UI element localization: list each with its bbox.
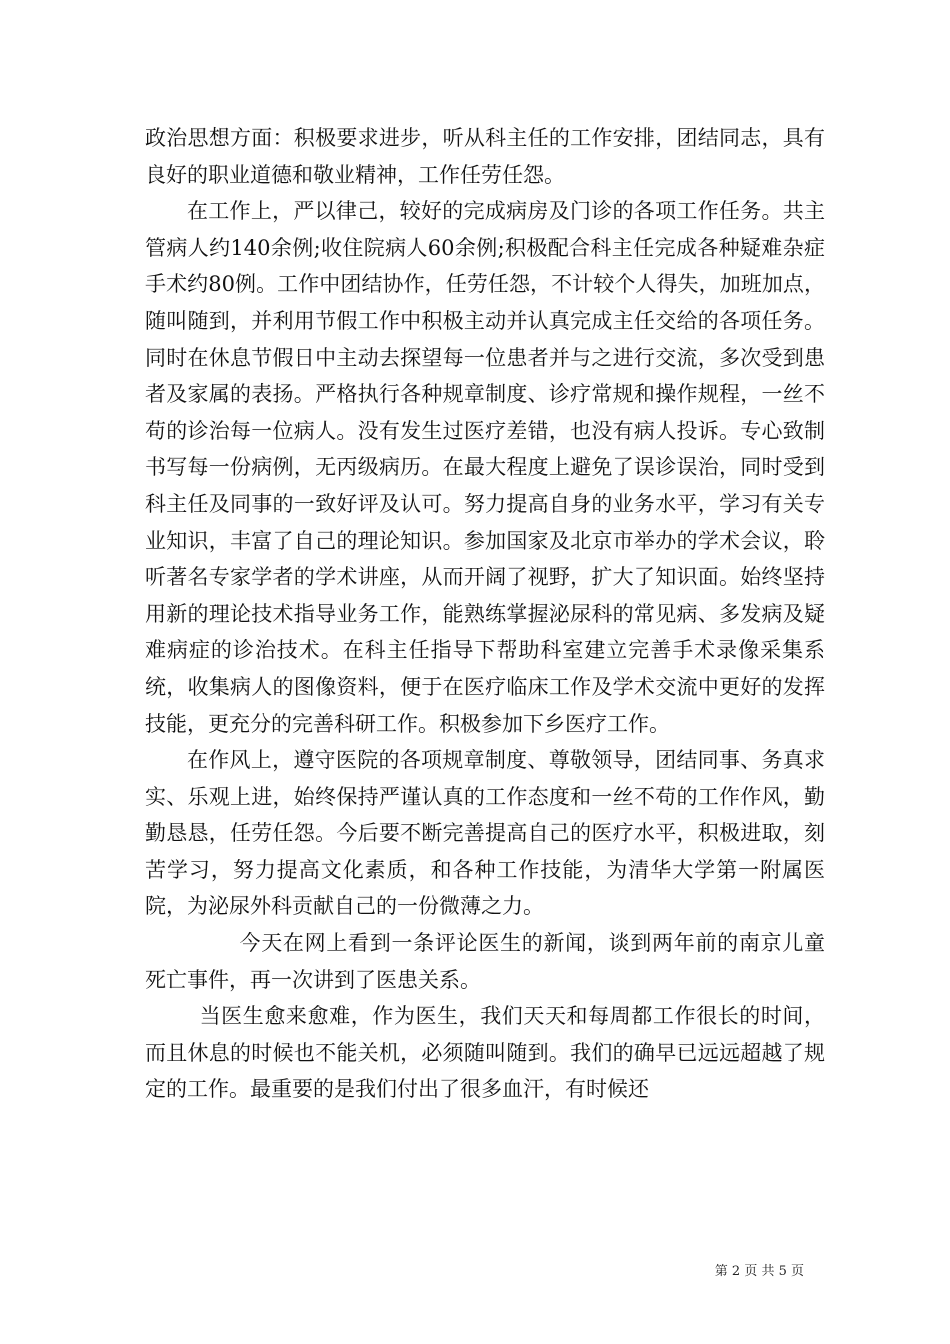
paragraph-style: 在作风上，遵守医院的各项规章制度、尊敬领导，团结同事、务真求实、乐观上进，始终保持严谨认真的工作态度和一丝不苟的工作作风，勤勤恳恳，任劳任怨。今后要不断完善提高自己的医疗水平，积极进取，刻苦学习，努力提高文化素质，和各种工作技能，为清华大学第一附属医院，为泌尿外科贡献自己的一份微薄之力。 (145, 748, 825, 919)
paragraph-work: 在工作上，严以律己，较好的完成病房及门诊的各项工作任务。共主管病人约140余例;收住院病人60余例;积极配合科主任完成各种疑难杂症手术约80例。工作中团结协作，任劳任怨，不计较个人得失，加班加点，随叫随到，并利用节假工作中积极主动并认真完成主任交给的各项任务。同时在休息节假日中主动去探望每一位患者并与之进行交流，多次受到患者及家属的表扬。严格执行各种规章制度、诊疗常规和操作规程，一丝不苟的诊治每一位病人。没有发生过医疗差错，也没有病人投诉。专心致制书写每一份病例，无丙级病历。在最大程度上避免了误诊误治，同时受到科主任及同事的一致好评及认可。努力提高自身的业务水平，学习有关专业知识，丰富了自己的理论知识。参加国家及北京市举办的学术会议，聆听著名专家学者的学术讲座，从而开阔了视野，扩大了知识面。始终坚持用新的理论技术指导业务工作，能熟练掌握泌尿科的常见病、多发病及疑难病症的诊治技术。在科主任指导下帮助科室建立完善手术录像采集系统，收集病人的图像资料，便于在医疗临床工作及学术交流中更好的发挥技能，更充分的完善科研工作。积极参加下乡医疗工作。 (145, 199, 825, 736)
paragraph-political: 政治思想方面：积极要求进步，听从科主任的工作安排，团结同志，具有良好的职业道德和敬业精神，工作任劳任怨。 (145, 126, 825, 187)
paragraph-news: 今天在网上看到一条评论医生的新闻，谈到两年前的南京儿童死亡事件，再一次讲到了医患关系。 (145, 931, 825, 992)
paragraph-doctor: 当医生愈来愈难，作为医生，我们天天和每周都工作很长的时间，而且休息的时候也不能关机，必须随叫随到。我们的确早已远远超越了规定的工作。最重要的是我们付出了很多血汗，有时候还 (145, 1004, 825, 1102)
document-body (145, 120, 825, 1108)
page-number: 第 2 页 共 5 页 (714, 1264, 804, 1279)
